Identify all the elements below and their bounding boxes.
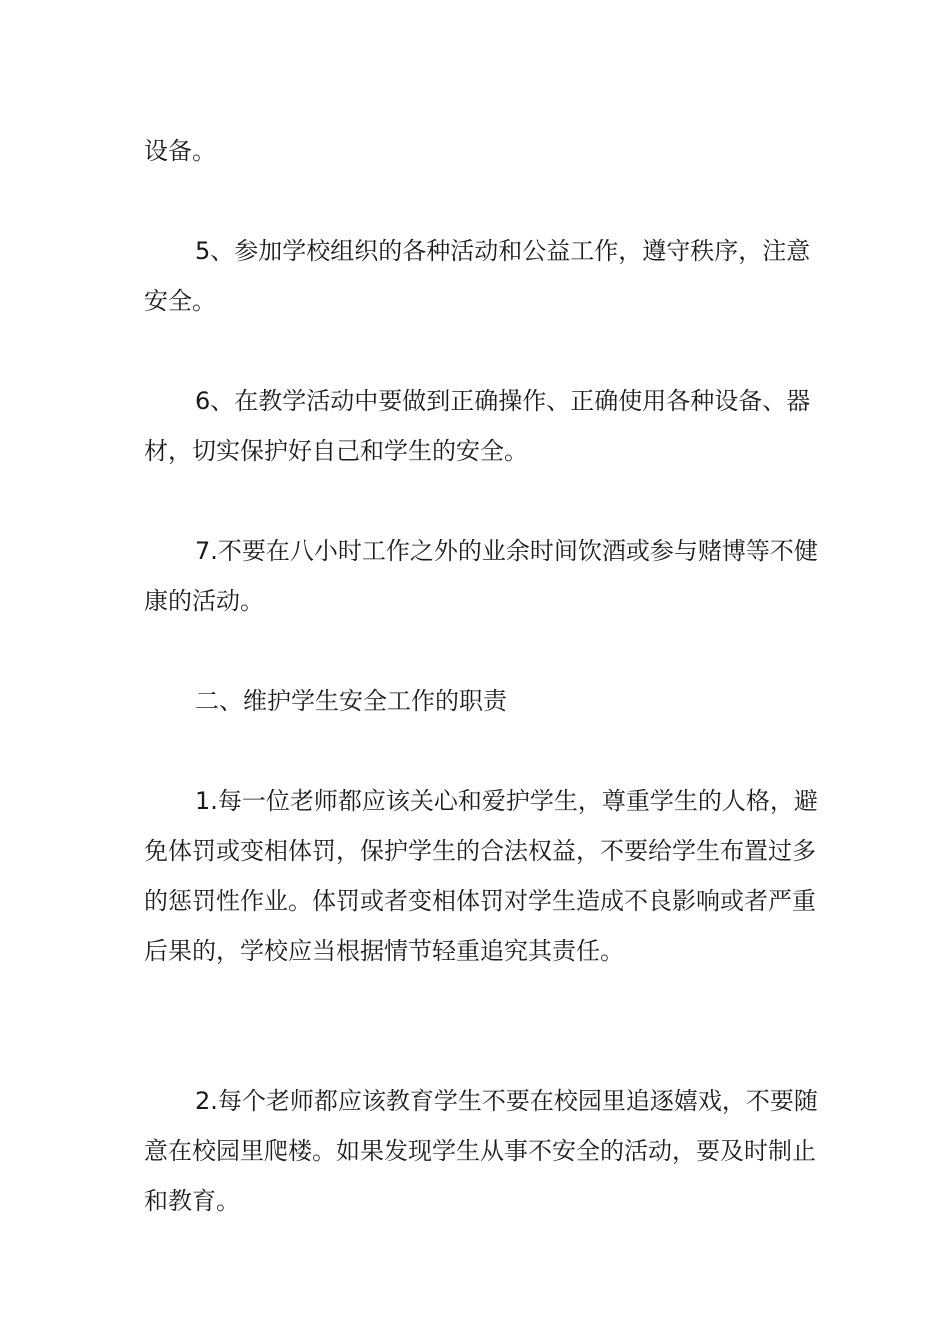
paragraph-item-7: 7.不要在八小时工作之外的业余时间饮酒或参与赌博等不健康的活动。 <box>144 537 818 615</box>
paragraph-continuation: 设备。 <box>144 137 216 165</box>
paragraph-item-5: 5、参加学校组织的各种活动和公益工作，遵守秩序，注意安全。 <box>144 237 811 315</box>
paragraph-duty-1: 1.每一位老师都应该关心和爱护学生，尊重学生的人格，避免体罚或变相体罚，保护学生的合法权益，不要给学生布置过多的惩罚性作业。体罚或者变相体罚对学生造成不良影响或者严重后果的，学校应当根据情节轻重追究其责任。 <box>144 787 818 965</box>
paragraph-item-6: 6、在教学活动中要做到正确操作、正确使用各种设备、器材，切实保护好自己和学生的安全。 <box>144 387 811 465</box>
section-heading: 二、维护学生安全工作的职责 <box>195 687 507 715</box>
paragraph-duty-2: 2.每个老师都应该教育学生不要在校园里追逐嬉戏，不要随意在校园里爬楼。如果发现学生从事不安全的活动，要及时制止和教育。 <box>144 1087 818 1215</box>
